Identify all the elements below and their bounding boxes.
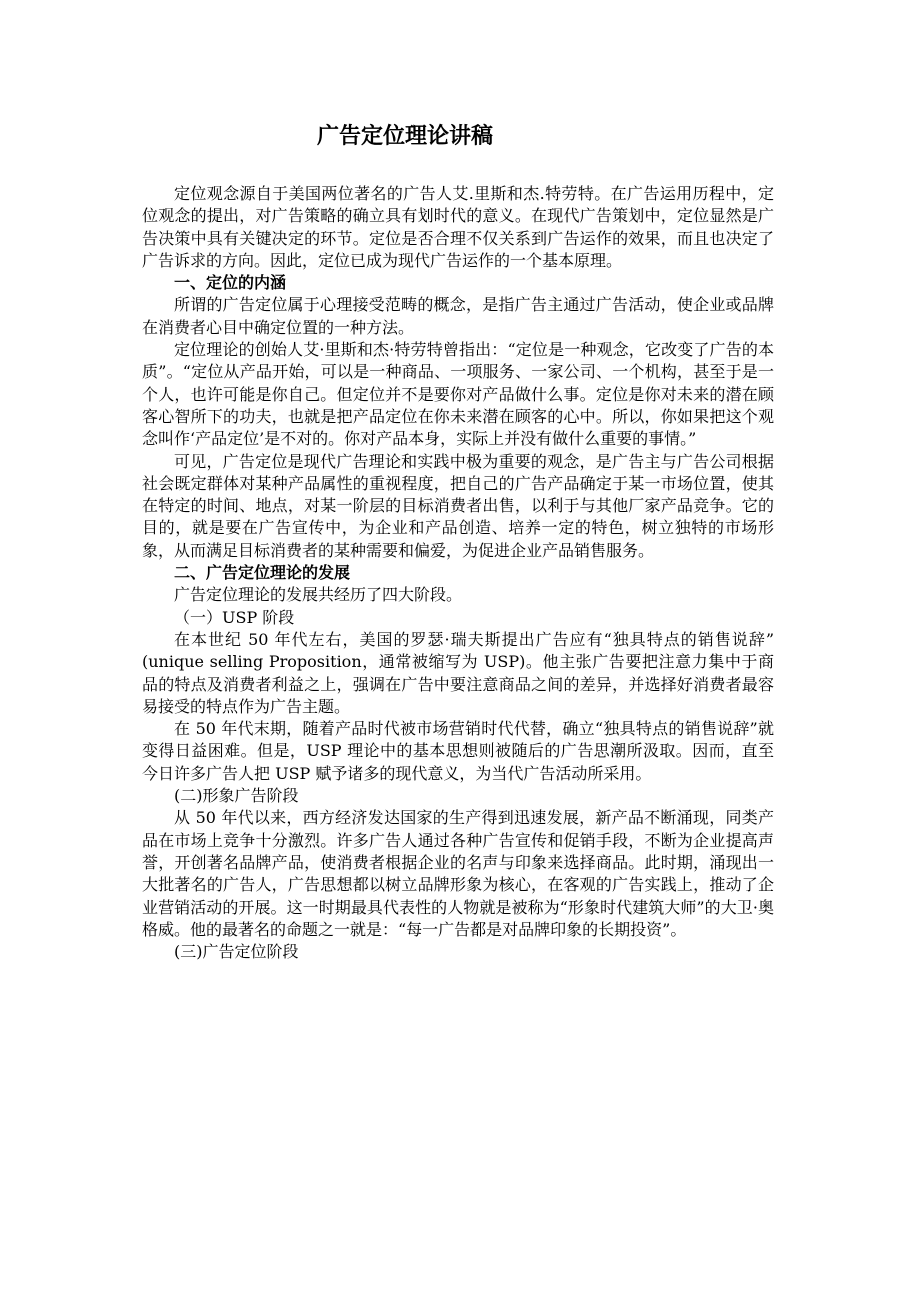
body-paragraph: 在 50 年代末期，随着产品时代被市场营销时代代替，确立“独具特点的销售说辞”就变得日益困难。但是，USP 理论中的基本思想则被随后的广告思潮所汲取。因而，直至今日许多广告人把 USP 赋予诸多的现代意义，为当代广告活动所采用。	[142, 719, 774, 783]
section-heading-development: 二、广告定位理论的发展	[174, 563, 351, 583]
document-title: 广告定位理论讲稿	[316, 123, 493, 149]
body-paragraph: 在本世纪 50 年代左右，美国的罗瑟·瑞夫斯提出广告应有“独具特点的销售说辞” (unique selling Proposition，通常被缩写为 USP)。他主张广告要把注意力集中于商品的特点及消费者利益之上，强调在广告中要注意商品之间的差异，并选择好消费者最容易接受的特点作为广告主题。	[142, 629, 774, 716]
body-paragraph: 从 50 年代以来，西方经济发达国家的生产得到迅速发展，新产品不断涌现，同类产品在市场上竞争十分激烈。许多广告人通过各种广告宣传和促销手段，不断为企业提高声誉，开创著名品牌产品，使消费者根据企业的名声与印象来选择商品。此时期，涌现出一大批著名的广告人，广告思想都以树立品牌形象为核心，在客观的广告实践上，推动了企业营销活动的开展。这一时期最具代表性的人物就是被称为“形象时代建筑大师”的大卫·奥格威。他的最著名的命题之一就是：“每一广告都是对品牌印象的长期投资”。	[142, 808, 774, 939]
body-paragraph: 所谓的广告定位属于心理接受范畴的概念，是指广告主通过广告活动，使企业或品牌在消费者心目中确定位置的一种方法。	[142, 295, 774, 337]
body-paragraph: 定位理论的创始人艾·里斯和杰·特劳特曾指出：“定位是一种观念，它改变了广告的本质”。“定位从产品开始，可以是一种商品、一项服务、一家公司、一个机构，甚至于是一个人，也许可能是你自己。但定位并不是要你对产品做什么事。定位是你对未来的潜在顾客心智所下的功夫，也就是把产品定位在你未来潜在顾客的心中。所以，你如果把这个观念叫作‘产品定位’是不对的。你对产品本身，实际上并没有做什么重要的事情。”	[142, 340, 774, 449]
subsection-heading-usp: （一）USP 阶段	[174, 607, 295, 627]
section-heading-definition: 一、定位的内涵	[174, 273, 287, 293]
intro-paragraph: 定位观念源自于美国两位著名的广告人艾.里斯和杰.特劳特。在广告运用历程中，定位观念的提出，对广告策略的确立具有划时代的意义。在现代广告策划中，定位显然是广告决策中具有关键决定的环节。定位是否合理不仅关系到广告运作的效果，而且也决定了广告诉求的方向。因此，定位已成为现代广告运作的一个基本原理。	[142, 184, 774, 270]
subsection-heading-image: (二)形象广告阶段	[174, 786, 299, 806]
body-paragraph: 可见，广告定位是现代广告理论和实践中极为重要的观念，是广告主与广告公司根据社会既定群体对某种产品属性的重视程度，把自己的广告产品确定于某一市场位置，使其在特定的时间、地点，对某一阶层的目标消费者出售，以利于与其他厂家产品竞争。它的目的，就是要在广告宣传中，为企业和产品创造、培养一定的特色，树立独特的市场形象，从而满足目标消费者的某种需要和偏爱，为促进企业产品销售服务。	[142, 451, 774, 560]
subsection-heading-positioning: (三)广告定位阶段	[174, 942, 299, 962]
body-paragraph: 广告定位理论的发展共经历了四大阶段。	[174, 585, 463, 605]
document-body	[142, 183, 774, 963]
